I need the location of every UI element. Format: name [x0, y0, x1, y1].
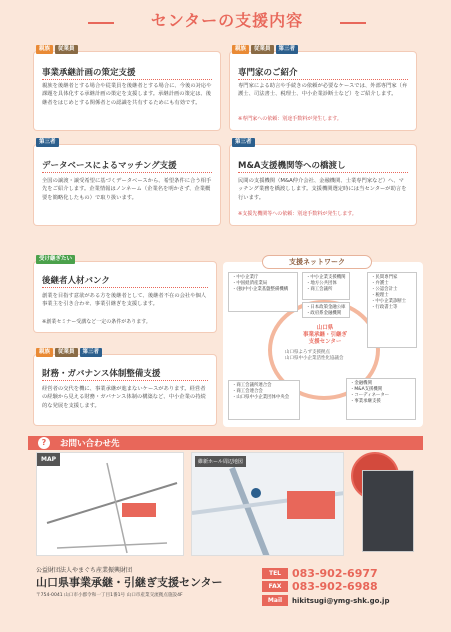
mail-address[interactable]: hikitsugi@ymg-shk.go.jp — [292, 596, 390, 605]
network-box: ・中小企業庁 ・中国経済産業局 ・(独)中小企業基盤整備機構 — [228, 272, 298, 312]
card-heading: M&A支援機関等への橋渡し — [238, 159, 408, 173]
network-center-sub: 山口県よろず支援拠点 山口県中小企業活性化協議会 — [285, 350, 344, 361]
card-governance — [34, 348, 216, 425]
title-line-right — [340, 22, 366, 24]
title-line-left — [88, 22, 114, 24]
fax-label: FAX — [262, 581, 288, 592]
card-tags — [36, 255, 75, 264]
card-tags — [232, 45, 298, 54]
network-title: 支援ネットワーク — [262, 255, 372, 269]
tag: 受け継ぎたい — [36, 255, 75, 264]
card-note: ※創業セミナー受講など一定の条件があります。 — [42, 319, 151, 325]
inquiry-heading: お問い合わせ先 — [60, 439, 120, 449]
tag: 第三者 — [36, 138, 59, 147]
card-tags — [36, 45, 78, 54]
card-ma-bridge — [230, 138, 416, 225]
card-body: 全国の譲渡・譲受希望に基づくデータベースから、希望条件に合う相手先をご紹介します。企業情報はノンネーム（企業名を明かさず、企業概要を簡略化したもの）で取り扱います。 — [42, 178, 212, 201]
tag: 親族 — [36, 348, 53, 357]
tag: 第三者 — [80, 348, 103, 357]
card-tags — [36, 138, 59, 147]
org-name: 山口県事業承継・引継ぎ支援センター — [36, 576, 223, 589]
tag: 第三者 — [276, 45, 299, 54]
org-subtitle: 公益財団法人やまぐち産業振興財団 — [36, 567, 133, 574]
area-map — [191, 452, 344, 556]
network-box: ・日本政策金融公庫 ・政府系金融機関 — [302, 302, 350, 318]
card-tags — [232, 138, 255, 147]
tag: 親族 — [232, 45, 249, 54]
card-database-matching — [34, 138, 220, 225]
tel-number[interactable]: 083-902-6977 — [292, 567, 378, 580]
card-heading: 後継者人材バンク — [42, 274, 208, 288]
card-successor-bank — [34, 255, 216, 332]
tag: 従業員 — [251, 45, 274, 54]
page-title: センターの支援内容 — [150, 11, 304, 30]
network-box: ・民間専門家 ・弁護士 ・公認会計士 ・税理士 ・中小企業診断士 ・行政書士等 — [367, 272, 417, 348]
tel-row — [262, 567, 378, 580]
entrance-photo — [362, 470, 414, 552]
inquiry-icon: ? — [38, 437, 50, 449]
card-heading: データベースによるマッチング支援 — [42, 159, 212, 173]
card-note: ※支援先機関等への依頼：別途手数料が発生します。 — [238, 211, 357, 217]
card-body: 民間の支援機関（M&A仲介会社、金融機関、士業専門家など）へ、マッチング業務を橋渡しします。支援機関選定時には当センターが助言を行います。 — [238, 178, 407, 201]
network-center: 山口県 事業承継・引継ぎ 支援センター — [302, 325, 347, 345]
card-expert-referral — [230, 45, 416, 130]
card-body: 創業を目指す意欲がある方を後継者として、後継者不在の会社や個人事業主を引き合わせ、事業引継ぎを支援します。 — [42, 293, 207, 308]
card-body: 親族を後継者とする場合や従業員を後継者とする場合に、今後の対応や課題を具体化する承継計画の策定を支援します。承継計画の策定は、後継者をはじめとする関係者との認識を共有するためにも有効です。 — [42, 83, 212, 106]
area-map-title: 維新ホール周辺地図 — [195, 456, 246, 467]
network-box: ・金融機関 ・M&A支援機関 ・コーディネーター ・事業承継支援 — [346, 378, 416, 420]
org-address: 〒754-0041 山口市小郡令和一丁目1番1号 山口市産業交流拠点施設4F — [36, 593, 183, 598]
tag: 第三者 — [232, 138, 255, 147]
card-heading: 事業承継計画の策定支援 — [42, 66, 212, 80]
map-area — [36, 452, 184, 556]
card-heading: 財務・ガバナンス体制整備支援 — [42, 367, 208, 381]
card-tags — [36, 348, 102, 357]
card-body: 専門家による助言や手続きの依頼が必要なケースでは、外部専門家（弁護士、司法書士、税理士、中小企業診断士など）をご紹介します。 — [238, 83, 408, 98]
tel-label: TEL — [262, 568, 288, 579]
map-graphic — [37, 453, 184, 556]
fax-number: 083-902-6988 — [292, 580, 378, 593]
area-map-graphic — [192, 453, 344, 556]
card-note: ※専門家への依頼：別途手数料が発生します。 — [238, 116, 342, 122]
tag: 従業員 — [55, 348, 78, 357]
tag: 親族 — [36, 45, 53, 54]
fax-row — [262, 580, 378, 593]
card-succession-plan — [34, 45, 220, 130]
mail-row — [262, 595, 389, 606]
tag: 従業員 — [55, 45, 78, 54]
mail-label: Mail — [262, 595, 288, 606]
network-box: ・中小企業支援機関 ・地方公共団体 ・商工会議所 — [302, 272, 350, 300]
network-box: ・商工会議所連合会 ・商工会連合会 ・山口県中小企業団体中央会 — [228, 380, 300, 420]
card-body: 経営者の交代を機に、事業承継が進まないケースがあります。経営者の経験から見える財務・ガバナンス体制の構築など、中小企業の持続的な発展を支援します。 — [42, 386, 206, 409]
map-label: MAP — [37, 453, 60, 466]
card-heading: 専門家のご紹介 — [238, 66, 408, 80]
